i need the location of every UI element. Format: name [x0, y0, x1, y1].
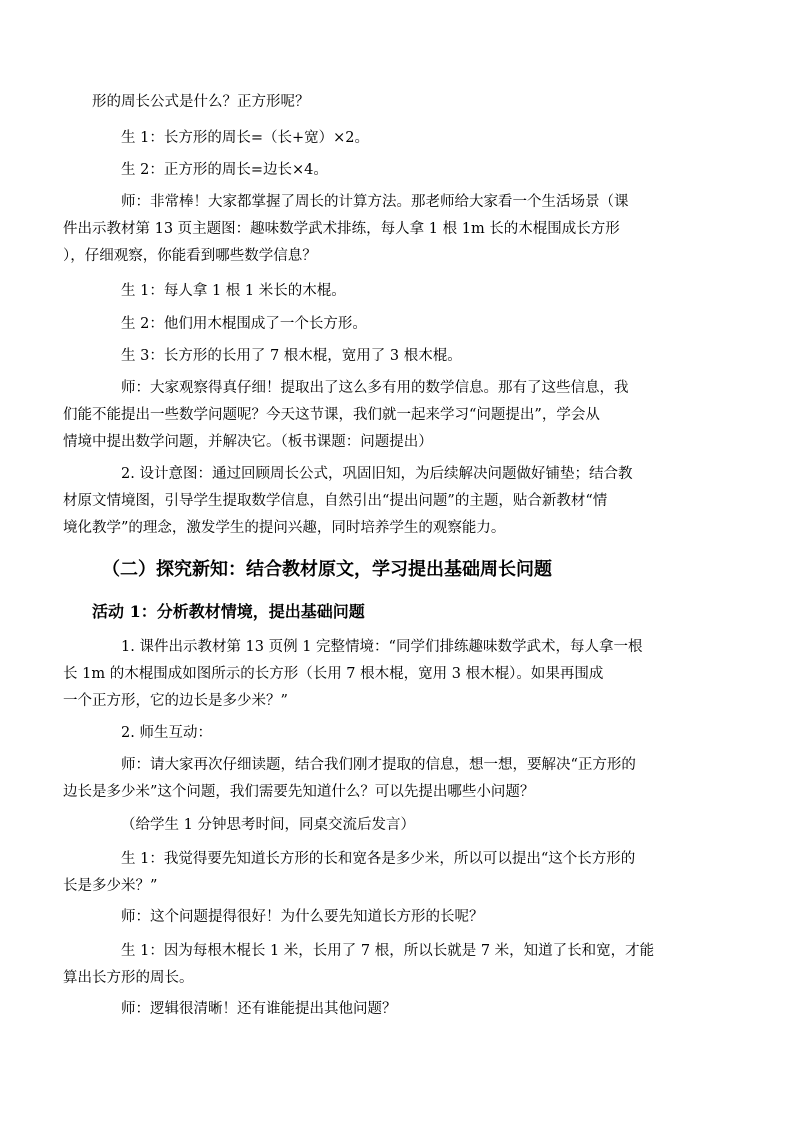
- section-heading: （二）探究新知：结合教材原文，学习提出基础周长问题: [102, 559, 552, 580]
- text-line: 形的周长公式是什么？正方形呢？: [92, 94, 310, 110]
- text-line: 边长是多少米”这个问题，我们需要先知道什么？可以先提出哪些小问题？: [63, 784, 535, 800]
- paragraph-student1-stick: [92, 278, 702, 305]
- paragraph-student1-question: [63, 846, 702, 900]
- text-line: 们能不能提出一些数学问题呢？今天这节课，我们就一起来学习“问题提出”，学会从: [63, 407, 600, 423]
- text-line: 情境中提出数学问题，并解决它。（板书课题：问题提出）: [63, 434, 433, 450]
- text-line: 师：大家观察得真仔细！提取出了这么多有用的数学信息。那有了这些信息，我: [121, 380, 629, 396]
- text-line: 师：这个问题提得很好！为什么要先知道长方形的长呢？: [121, 909, 484, 925]
- text-line: 长 1m 的木棍围成如图所示的长方形（长用 7 根木棍，宽用 3 根木棍）。如果再围成: [63, 666, 604, 682]
- text-line: 师：非常棒！大家都掌握了周长的计算方法。那老师给大家看一个生活场景（课: [121, 194, 629, 210]
- paragraph-formula-question: [92, 89, 702, 116]
- text-line: （给学生 1 分钟思考时间，同桌交流后发言）: [121, 817, 415, 833]
- paragraph-teacher-more: [92, 996, 702, 1023]
- text-line: 师：请大家再次仔细读题，结合我们刚才提取的信息，想一想，要解决“正方形的: [121, 757, 636, 773]
- text-line: 算出长方形的周长。: [63, 970, 194, 986]
- text-line: 件出示教材第 13 页主题图：趣味数学武术排练，每人拿 1 根 1m 长的木棍围成长方形: [63, 221, 620, 237]
- paragraph-student1-reason: [63, 938, 702, 992]
- text-line: 生 1：因为每根木棍长 1 米，长用了 7 根，所以长就是 7 米，知道了长和宽，才能: [121, 943, 655, 959]
- paragraph-teacher-scene: [63, 189, 702, 270]
- paragraph-student1-rectangle: [92, 125, 702, 152]
- text-line: ），仔细观察，你能看到哪些数学信息？: [63, 248, 317, 264]
- paragraph-teacher-prompt: [63, 752, 702, 806]
- paragraph-teacher-topic: [63, 375, 702, 456]
- text-line: 境化教学”的理念，激发学生的提问兴趣，同时培养学生的观察能力。: [63, 520, 506, 536]
- paragraph-teacher-praise: [92, 904, 702, 931]
- text-line: 师：逻辑很清晰！还有谁能提出其他问题？: [121, 1001, 397, 1017]
- text-line: 1. 课件出示教材第 13 页例 1 完整情境：“同学们排练趣味数学武术，每人拿一根: [121, 639, 643, 655]
- text-line: 2. 师生互动：: [121, 725, 212, 741]
- text-line: 生 2：他们用木棍围成了一个长方形。: [121, 316, 367, 332]
- text-line: 生 3：长方形的长用了 7 根木棍，宽用了 3 根木棍。: [121, 348, 462, 364]
- paragraph-example-context: [63, 634, 702, 715]
- paragraph-think-time: [92, 812, 702, 839]
- paragraph-student3-sticks: [92, 343, 702, 370]
- text-line: 2. 设计意图：通过回顾周长公式，巩固旧知，为后续解决问题做好铺垫；结合教: [121, 466, 633, 482]
- text-line: 生 1：我觉得要先知道长方形的长和宽各是多少米，所以可以提出“这个长方形的: [121, 851, 636, 867]
- paragraph-student2-square: [92, 157, 702, 184]
- paragraph-interaction-label: [92, 720, 702, 747]
- text-line: 材原文情境图，引导学生提取数学信息，自然引出“提出问题”的主题，贴合新教材“情: [63, 493, 608, 509]
- text-line: 生 2：正方形的周长=边长×4。: [121, 162, 328, 178]
- text-line: 长是多少米？”: [63, 878, 158, 894]
- activity-heading: 活动 1：分析教材情境，提出基础问题: [92, 602, 365, 621]
- paragraph-design-intent: [63, 461, 702, 542]
- text-line: 生 1：每人拿 1 根 1 米长的木棍。: [121, 283, 346, 299]
- paragraph-student2-rectangle: [92, 311, 702, 338]
- text-line: 一个正方形，它的边长是多少米？”: [63, 693, 288, 709]
- text-line: 生 1：长方形的周长=（长+宽）×2。: [121, 130, 370, 146]
